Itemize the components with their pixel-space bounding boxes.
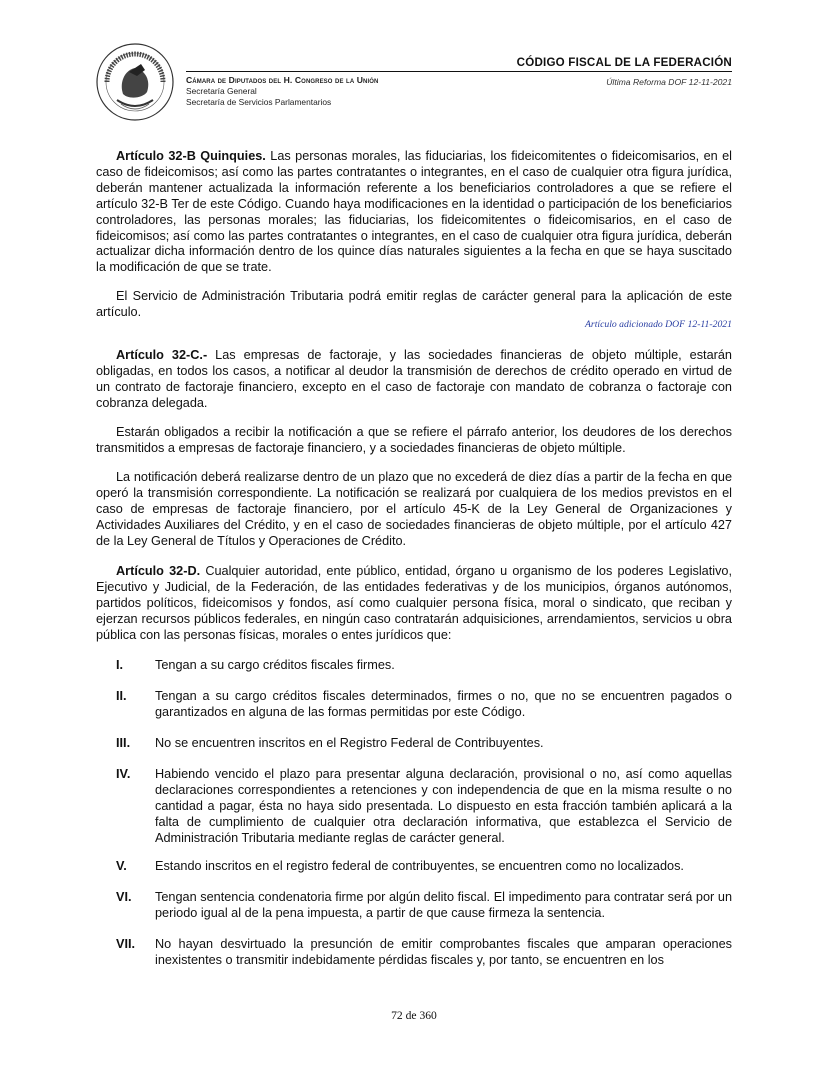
chamber-name: Cámara de Diputados del H. Congreso de la Unión [186,75,379,85]
item-text: Estando inscritos en el registro federal de contribuyentes, se encuentren como no localizados. [155,859,684,873]
item-text: No hayan desvirtuado la presunción de emitir comprobantes fiscales que amparan operaciones inexistentes o transmitir indebidamente pérdidas fiscales y, por tanto, se encuentren en los [155,937,732,967]
article-32b-quinquies [96,149,732,276]
article-32c-paragraph-3 [96,470,732,550]
list-item [116,859,732,875]
list-item [116,937,732,969]
article-title: Artículo 32-B Quinquies. [116,149,266,163]
article-title: Artículo 32-C.- [116,348,208,362]
item-text: Tengan a su cargo créditos fiscales determinados, firmes o no, que no se encuentren pagados o garantizados en alguna de las formas permitidas por este Código. [155,689,732,719]
header-rule [186,71,732,72]
list-item [116,890,732,922]
article-text: Cualquier autoridad, ente público, entidad, órgano u organismo de los poderes Legislativo, Ejecutivo y Judicial, de la Federación, de las entidades federativas y de los municipios, órganos autónomos, partidos políticos, fideicomisos y fondos, así como cualquier persona física, moral o sindicato, que reciban y ejerzan recursos públicos federales, en ningún caso contratarán adquisiciones, arrendamientos, servicios u obra pública con las personas físicas, morales o entes jurídicos que: [96,564,732,642]
article-32d [96,564,732,644]
list-item [116,736,732,752]
item-text: Habiendo vencido el plazo para presentar alguna declaración, provisional o no, así como aquellas declaraciones correspondientes a retenciones y con independencia de que en la misma resulte o no cantidad a pagar, ésta no haya sido presentada. Lo dispuesto en esta fracción también aplicará a la falta de cumplimiento de cualquier otra declaración informativa, que establezca el Servicio de Administración Tributaria mediante reglas de carácter general. [155,767,732,845]
amendment-note: Artículo adicionado DOF 12-11-2021 [585,319,732,330]
issuer-block [186,75,378,108]
paragraph-text: La notificación deberá realizarse dentro de un plazo que no excederá de diez días a partir de la fecha en que operó la transmisión correspondiente. La notificación se realizará por cualquiera de los medios previstos en el caso de empresas de factoraje financiero, por el artículo 45-K de la Ley General de Organizaciones y Actividades Auxiliares del Crédito, y en el caso de sociedades financieras de objeto múltiple, por el artículo 427 de la Ley General de Títulos y Operaciones de Crédito. [96,470,732,548]
secretariat-general: Secretaría General [186,86,257,96]
paragraph-text: Estarán obligados a recibir la notificación a que se refiere el párrafo anterior, los deudores de los derechos transmitidos a empresas de factoraje financiero, y a sociedades financieras de objeto múltiple. [96,425,732,455]
article-32c-paragraph-2 [96,425,732,457]
item-number: I. [116,658,124,672]
article-32b-quinquies-paragraph-2 [96,289,732,321]
list-item [116,689,732,721]
item-number: III. [116,736,131,750]
list-item [116,658,732,674]
item-text: Tengan a su cargo créditos fiscales firmes. [155,658,395,672]
list-item [116,767,732,847]
secretariat-services: Secretaría de Servicios Parlamentarios [186,97,332,107]
article-32c [96,348,732,412]
mexico-seal-logo [95,42,175,122]
item-number: VII. [116,937,136,951]
item-text: No se encuentren inscritos en el Registro Federal de Contribuyentes. [155,736,544,750]
item-number: V. [116,859,127,873]
item-number: II. [116,689,127,703]
article-title: Artículo 32-D. [116,564,201,578]
article-text: Las personas morales, las fiduciarias, los fideicomitentes o fideicomisarios, en el caso de fideicomisos; así como las partes contratantes o integrantes, en el caso de cualquier otra figura jurídica, deberán mantener actualizada la información referente a los beneficiarios controladores a que se refiere el artículo 32-B Ter de este Código. Cuando haya modificaciones en la identidad o participación de los beneficiarios controladores, las personas morales; las fiduciarias, los fideicomitentes o fideicomisarios, en el caso de fideicomisos; así como las partes contratantes o integrantes, en el caso de cualquier otra figura jurídica, deberán actualizar dicha información dentro de los quince días naturales siguientes a la fecha en que se haya suscitado la modificación de que se trate. [96,149,732,275]
item-number: VI. [116,890,132,904]
item-text: Tengan sentencia condenatoria firme por algún delito fiscal. El impedimento para contratar será por un periodo igual al de la pena impuesta, a partir de que cause firmeza la sentencia. [155,890,732,920]
paragraph-text: El Servicio de Administración Tributaria podrá emitir reglas de carácter general para la aplicación de este artículo. [96,289,732,319]
last-reform-date: Última Reforma DOF 12-11-2021 [606,77,732,87]
document-title: CÓDIGO FISCAL DE LA FEDERACIÓN [516,56,732,69]
item-number: IV. [116,767,131,781]
article-text: Las empresas de factoraje, y las sociedades financieras de objeto múltiple, estarán obligadas, en todos los casos, a notificar al deudor la transmisión de derechos de crédito operado en virtud de un contrato de factoraje financiero, excepto en el caso de factoraje con mandato de cobranza o factoraje con cobranza delegada. [96,348,732,410]
page-number: 72 de 360 [391,1009,437,1022]
